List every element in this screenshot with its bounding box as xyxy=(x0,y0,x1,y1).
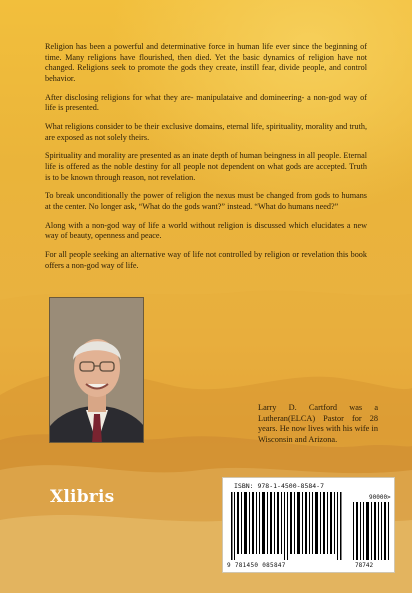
author-bio: Larry D. Cartford was a Lutheran(ELCA) Pastor for 28 years. He now lives with his wife in Wisconsin and Arizona. xyxy=(258,403,378,444)
blurb-paragraph: What religions consider to be their exclusive domains, eternal life, spirituality, morality and truth, are exposed as not solely theirs. xyxy=(45,121,367,142)
addon-barcode-icon xyxy=(353,502,391,560)
addon-digits: 78742 xyxy=(355,562,374,569)
ean-digits: 9 781450 085847 xyxy=(227,562,286,569)
blurb-paragraph: Religion has been a powerful and determinative force in human life ever since the beginning of time. Many religions have flourished, then died. Yet the basic dynamics of religion have not changed. Religions seek to promote the gods they create, instill fear, divide people, and control behavior. xyxy=(45,42,367,83)
blurb-paragraph: For all people seeking an alternative way of life not controlled by religion or revelation this book offers a non-god way of life. xyxy=(45,250,367,270)
blurb-paragraph: To break unconditionally the power of religion the nexus must be changed from gods to humans at the center. No longer ask, “What do the gods want?” instead. “What do humans need?” xyxy=(45,191,367,211)
isbn-label: ISBN: 978-1-4500-8584-7 xyxy=(234,482,325,490)
blurb-paragraph: Along with a non-god way of life a world without religion is discussed which elucidates a new way of beauty, openness and peace. xyxy=(45,220,367,241)
price-code: 90000> xyxy=(369,494,391,501)
author-photo xyxy=(49,297,144,443)
barcode-bars-icon xyxy=(231,492,347,560)
blurb-paragraph: After disclosing religions for what they are- manipulataive and domineering- a non-god way of life is presented. xyxy=(45,92,367,113)
back-cover-blurb xyxy=(45,42,367,279)
publisher-logo: Xlibris xyxy=(50,487,115,507)
blurb-paragraph: Spirituality and morality are presented as an inate depth of human beingness in all people. Eternal life is offered as the noble destiny for all people not dependent on what gods are accepted. Truth is to be known through reason, not revelation. xyxy=(45,151,367,182)
isbn-barcode xyxy=(222,477,395,573)
